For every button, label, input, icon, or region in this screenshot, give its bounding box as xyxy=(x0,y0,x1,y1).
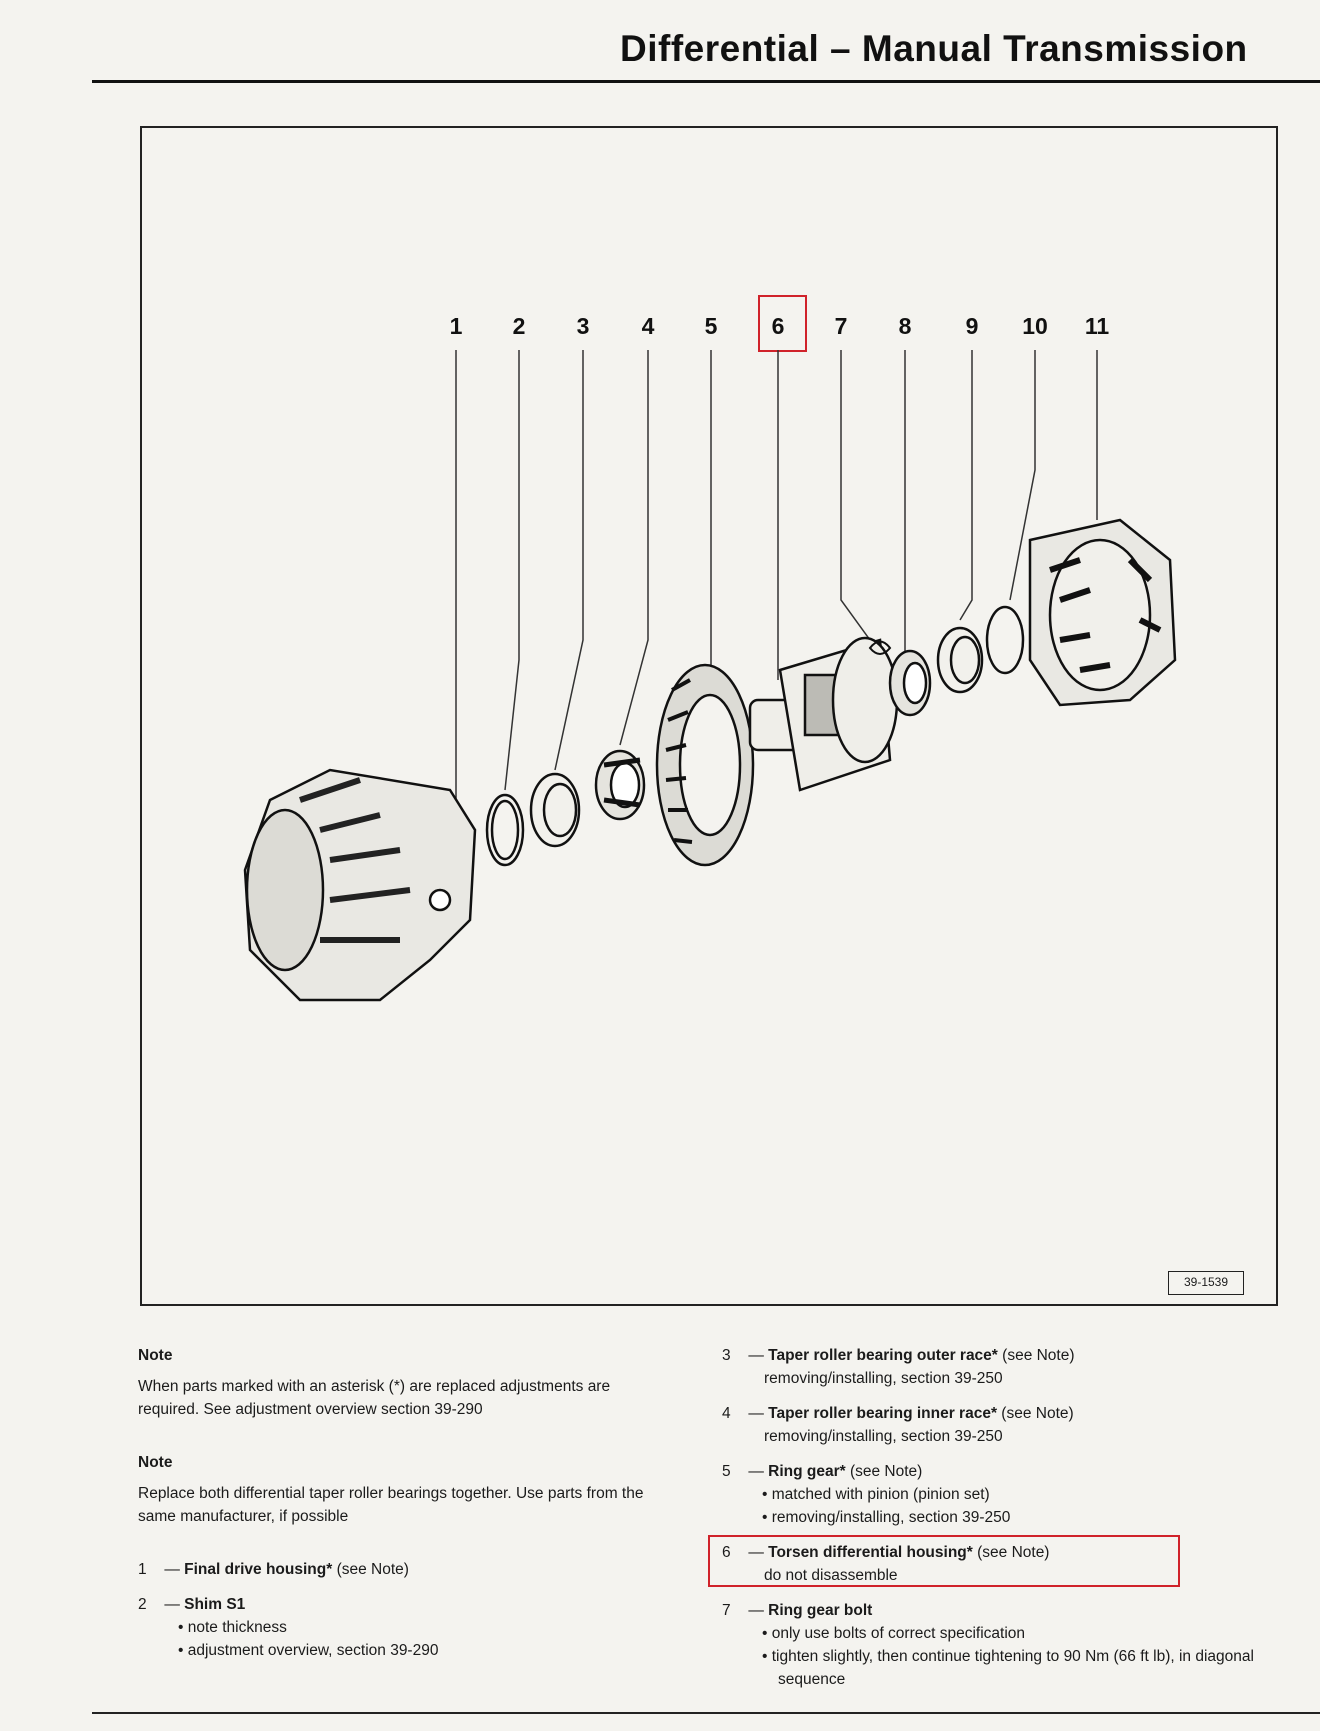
page-title: Differential – Manual Transmission xyxy=(620,28,1248,69)
part-bullet-7-1: • only use bolts of correct specification xyxy=(722,1622,1282,1645)
part-item-7 xyxy=(722,1599,1282,1691)
note-text-2: Replace both differential taper roller bearings together. Use parts from the same manufacturer, if possible xyxy=(138,1485,644,1525)
ring-gear-part xyxy=(657,665,753,865)
part-suffix-5: (see Note) xyxy=(849,1463,923,1480)
callout-5: 5 xyxy=(704,313,718,339)
part-item-2 xyxy=(138,1593,698,1662)
callout-10: 10 xyxy=(1022,313,1048,339)
part-number-1: 1 xyxy=(138,1561,147,1578)
part-bullet-5-1: • matched with pinion (pinion set) xyxy=(722,1483,1282,1506)
part-number-2: 2 xyxy=(138,1596,147,1613)
callout-11: 11 xyxy=(1084,313,1110,339)
part-title-4: Taper roller bearing inner race* xyxy=(768,1405,997,1422)
part-bullet-2-2: • adjustment overview, section 39-290 xyxy=(138,1639,698,1662)
note-heading-1: Note xyxy=(138,1347,173,1364)
callout-6: 6 xyxy=(771,313,785,339)
part-suffix-4: (see Note) xyxy=(1001,1405,1074,1422)
parts-list-column xyxy=(722,1344,1282,1703)
bearing-outer-race-part xyxy=(531,774,579,846)
housing-cover-part xyxy=(1030,520,1175,705)
bottom-rule xyxy=(92,1712,1320,1714)
part-dash-4: — xyxy=(748,1405,764,1422)
leader-line-3 xyxy=(555,350,583,770)
part-suffix-6: (see Note) xyxy=(977,1544,1050,1561)
part-bullet-5-2: • removing/installing, section 39-250 xyxy=(722,1506,1282,1529)
callout-8: 8 xyxy=(898,313,912,339)
note-text-1: When parts marked with an asterisk (*) are replaced adjustments are required. See adjustment overview section 39-290 xyxy=(138,1378,611,1418)
part-dash-6: — xyxy=(748,1544,764,1561)
part-item-5 xyxy=(722,1460,1282,1529)
notes-column xyxy=(138,1344,698,1674)
shim-part-10 xyxy=(987,607,1023,673)
part-number-6: 6 xyxy=(722,1544,731,1561)
part-title-2: Shim S1 xyxy=(184,1596,246,1613)
part-number-5: 5 xyxy=(722,1463,731,1480)
part-item-6 xyxy=(722,1541,1282,1587)
part-title-6: Torsen differential housing* xyxy=(768,1544,973,1561)
part-dash-1: — xyxy=(164,1561,180,1578)
part-item-3 xyxy=(722,1344,1282,1390)
callout-3: 3 xyxy=(576,313,590,339)
callout-1: 1 xyxy=(449,313,463,339)
callout-7: 7 xyxy=(834,313,848,339)
part-number-7: 7 xyxy=(722,1602,731,1619)
leader-line-2 xyxy=(505,350,519,790)
part-line-4: removing/installing, section 39-250 xyxy=(764,1428,1003,1445)
bearing-inner-race-part xyxy=(596,751,644,819)
torsen-differential-housing-part xyxy=(750,638,897,790)
part-bullet-7-2: • tighten slightly, then continue tightening to 90 Nm (66 ft lb), in diagonal sequence xyxy=(722,1645,1282,1691)
callout-9: 9 xyxy=(965,313,979,339)
part-dash-5: — xyxy=(748,1463,764,1480)
leader-line-9 xyxy=(960,350,972,620)
shim-s1-part xyxy=(487,795,523,865)
part-dash-3: — xyxy=(748,1347,764,1364)
part-number-4: 4 xyxy=(722,1405,731,1422)
part-item-4 xyxy=(722,1402,1282,1448)
part-dash-7: — xyxy=(748,1602,764,1619)
part-title-7: Ring gear bolt xyxy=(768,1602,873,1619)
bearing-inner-race-8-part xyxy=(890,651,930,715)
part-title-5: Ring gear* xyxy=(768,1463,846,1480)
callout-4: 4 xyxy=(641,313,655,339)
part-number-3: 3 xyxy=(722,1347,731,1364)
leader-line-7 xyxy=(841,350,870,640)
part-item-1 xyxy=(138,1558,698,1581)
bearing-outer-race-9-part xyxy=(938,628,982,692)
part-suffix-3: (see Note) xyxy=(1002,1347,1075,1364)
leader-line-4 xyxy=(620,350,648,745)
part-line-6: do not disassemble xyxy=(764,1567,898,1584)
part-title-3: Taper roller bearing outer race* xyxy=(768,1347,998,1364)
part-6-highlight xyxy=(708,1535,1180,1587)
part-line-3: removing/installing, section 39-250 xyxy=(764,1370,1003,1387)
callout-2: 2 xyxy=(512,313,526,339)
part-bullet-2-1: • note thickness xyxy=(138,1616,698,1639)
note-heading-2: Note xyxy=(138,1454,173,1471)
figure-code: 39-1539 xyxy=(1168,1271,1244,1295)
final-drive-housing-part xyxy=(245,770,475,1000)
part-dash-2: — xyxy=(164,1596,180,1613)
part-title-1: Final drive housing* xyxy=(184,1561,333,1578)
part-suffix-1: (see Note) xyxy=(336,1561,409,1578)
